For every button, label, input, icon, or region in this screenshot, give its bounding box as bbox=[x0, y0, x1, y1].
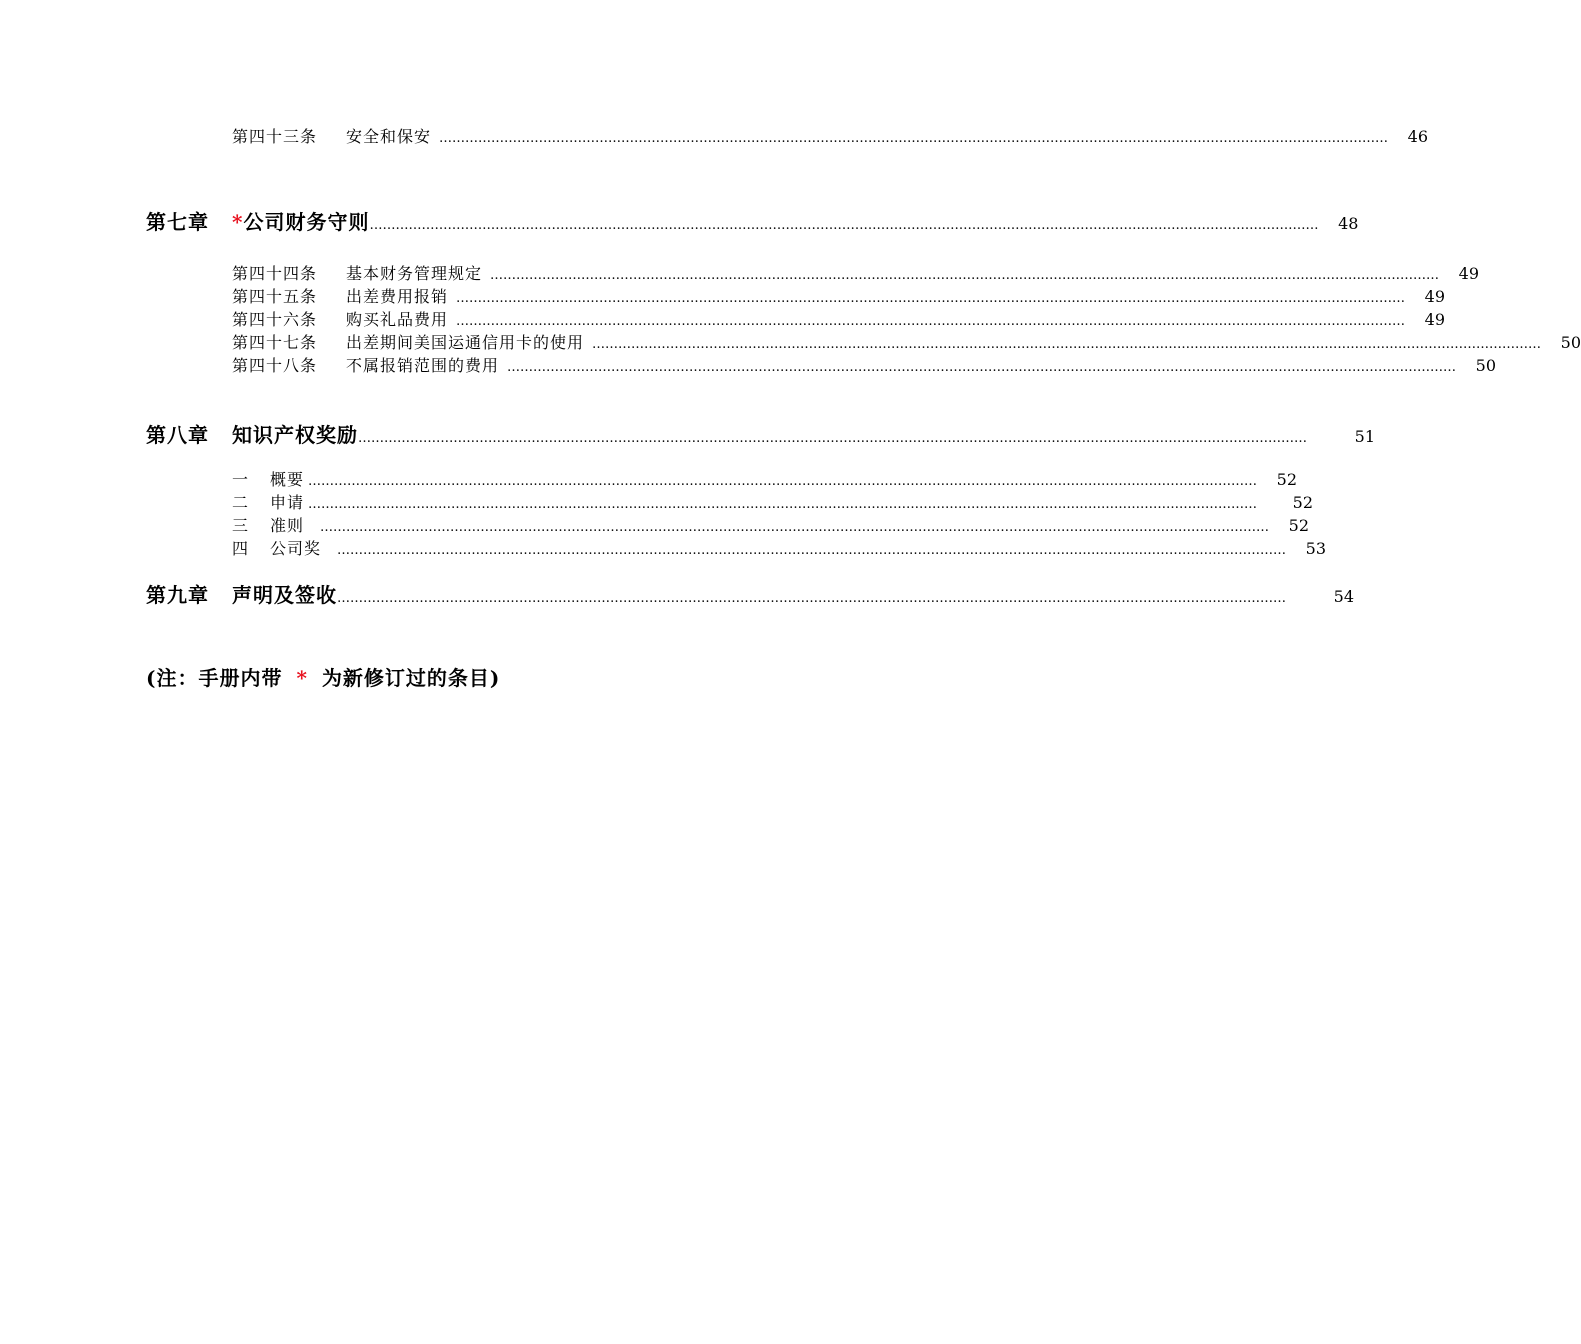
toc-entry-section-2[interactable] bbox=[232, 490, 1314, 513]
toc-entry-section-4[interactable] bbox=[232, 536, 1327, 559]
chapter-title: 知识产权奖励 bbox=[232, 423, 358, 447]
toc-entry-article-44[interactable] bbox=[232, 261, 1480, 284]
article-title: 安全和保安 bbox=[346, 127, 432, 146]
page-number: 48 bbox=[1338, 214, 1359, 233]
article-number: 第四十五条 bbox=[232, 287, 318, 306]
toc-entry-article-43[interactable] bbox=[232, 124, 1429, 147]
page-number: 49 bbox=[1424, 287, 1446, 306]
toc-entry-section-3[interactable] bbox=[232, 513, 1310, 536]
article-title: 不属报销范围的费用 bbox=[346, 356, 500, 375]
toc-entry-section-1[interactable] bbox=[232, 467, 1298, 490]
dot-leader: ………………………………………………………………………………………………………………………………………………………………………………………………… bbox=[308, 474, 1258, 489]
article-title: 基本财务管理规定 bbox=[346, 264, 483, 283]
page-number: 52 bbox=[1276, 470, 1298, 489]
section-title: 概要 bbox=[270, 470, 305, 489]
chapter-number: 第七章 bbox=[146, 210, 209, 234]
section-number: 三 bbox=[232, 516, 250, 535]
dot-leader: ………………………………………………………………………………………………………………………………………………………………………………………………… bbox=[320, 520, 1270, 535]
revision-star-icon: * bbox=[232, 210, 244, 234]
page-number: 46 bbox=[1407, 127, 1429, 146]
article-number: 第四十四条 bbox=[232, 264, 318, 283]
page-number: 54 bbox=[1333, 587, 1354, 606]
dot-leader: ………………………………………………………………………………………………………………………………………………………………………………………………… bbox=[369, 218, 1319, 233]
dot-leader: ………………………………………………………………………………………………………………………………………………………………………………………………… bbox=[358, 431, 1307, 446]
article-number: 第四十七条 bbox=[232, 333, 318, 352]
note-suffix: 为新修订过的条目) bbox=[321, 666, 501, 690]
section-title: 公司奖 bbox=[270, 539, 322, 558]
toc-entry-chapter-8[interactable] bbox=[146, 419, 1375, 448]
section-number: 一 bbox=[232, 470, 250, 489]
dot-leader: ………………………………………………………………………………………………………………………………………………………………………………………………… bbox=[490, 268, 1440, 283]
section-title: 准则 bbox=[270, 516, 305, 535]
toc-entry-article-48[interactable] bbox=[232, 353, 1497, 376]
dot-leader: ………………………………………………………………………………………………………………………………………………………………………………………………… bbox=[337, 591, 1286, 606]
page-number: 50 bbox=[1560, 333, 1581, 352]
toc-entry-article-47[interactable] bbox=[232, 330, 1581, 353]
article-number: 第四十六条 bbox=[232, 310, 318, 329]
chapter-number: 第九章 bbox=[146, 583, 209, 607]
dot-leader: ………………………………………………………………………………………………………………………………………………………………………………………………… bbox=[439, 131, 1389, 146]
article-title: 出差费用报销 bbox=[346, 287, 449, 306]
revision-note bbox=[146, 662, 500, 691]
dot-leader: ………………………………………………………………………………………………………………………………………………………………………………………………… bbox=[337, 543, 1287, 558]
page-number: 53 bbox=[1305, 539, 1327, 558]
article-title: 购买礼品费用 bbox=[346, 310, 449, 329]
revision-star-icon: * bbox=[296, 666, 308, 690]
page-number: 49 bbox=[1424, 310, 1446, 329]
article-title: 出差期间美国运通信用卡的使用 bbox=[346, 333, 585, 352]
section-title: 申请 bbox=[270, 493, 305, 512]
section-number: 二 bbox=[232, 493, 250, 512]
dot-leader: ………………………………………………………………………………………………………………………………………………………………………………………………… bbox=[308, 497, 1258, 512]
dot-leader: ………………………………………………………………………………………………………………………………………………………………………………………………… bbox=[592, 337, 1542, 352]
note-prefix: (注：手册内带 bbox=[146, 666, 283, 690]
chapter-number: 第八章 bbox=[146, 423, 209, 447]
toc-entry-chapter-7[interactable] bbox=[146, 206, 1359, 235]
toc-entry-chapter-9[interactable] bbox=[146, 579, 1354, 608]
page-number: 50 bbox=[1475, 356, 1497, 375]
article-number: 第四十八条 bbox=[232, 356, 318, 375]
dot-leader: ………………………………………………………………………………………………………………………………………………………………………………………………… bbox=[507, 360, 1457, 375]
article-number: 第四十三条 bbox=[232, 127, 318, 146]
chapter-title: 声明及签收 bbox=[232, 583, 337, 607]
toc-entry-article-45[interactable] bbox=[232, 284, 1446, 307]
section-number: 四 bbox=[232, 539, 250, 558]
dot-leader: ………………………………………………………………………………………………………………………………………………………………………………………………… bbox=[456, 291, 1406, 306]
toc-entry-article-46[interactable] bbox=[232, 307, 1446, 330]
page-number: 51 bbox=[1354, 427, 1375, 446]
chapter-title: 公司财务守则 bbox=[243, 210, 370, 234]
page-number: 49 bbox=[1458, 264, 1480, 283]
page-number: 52 bbox=[1288, 516, 1310, 535]
dot-leader: ………………………………………………………………………………………………………………………………………………………………………………………………… bbox=[456, 314, 1406, 329]
page-number: 52 bbox=[1292, 493, 1314, 512]
